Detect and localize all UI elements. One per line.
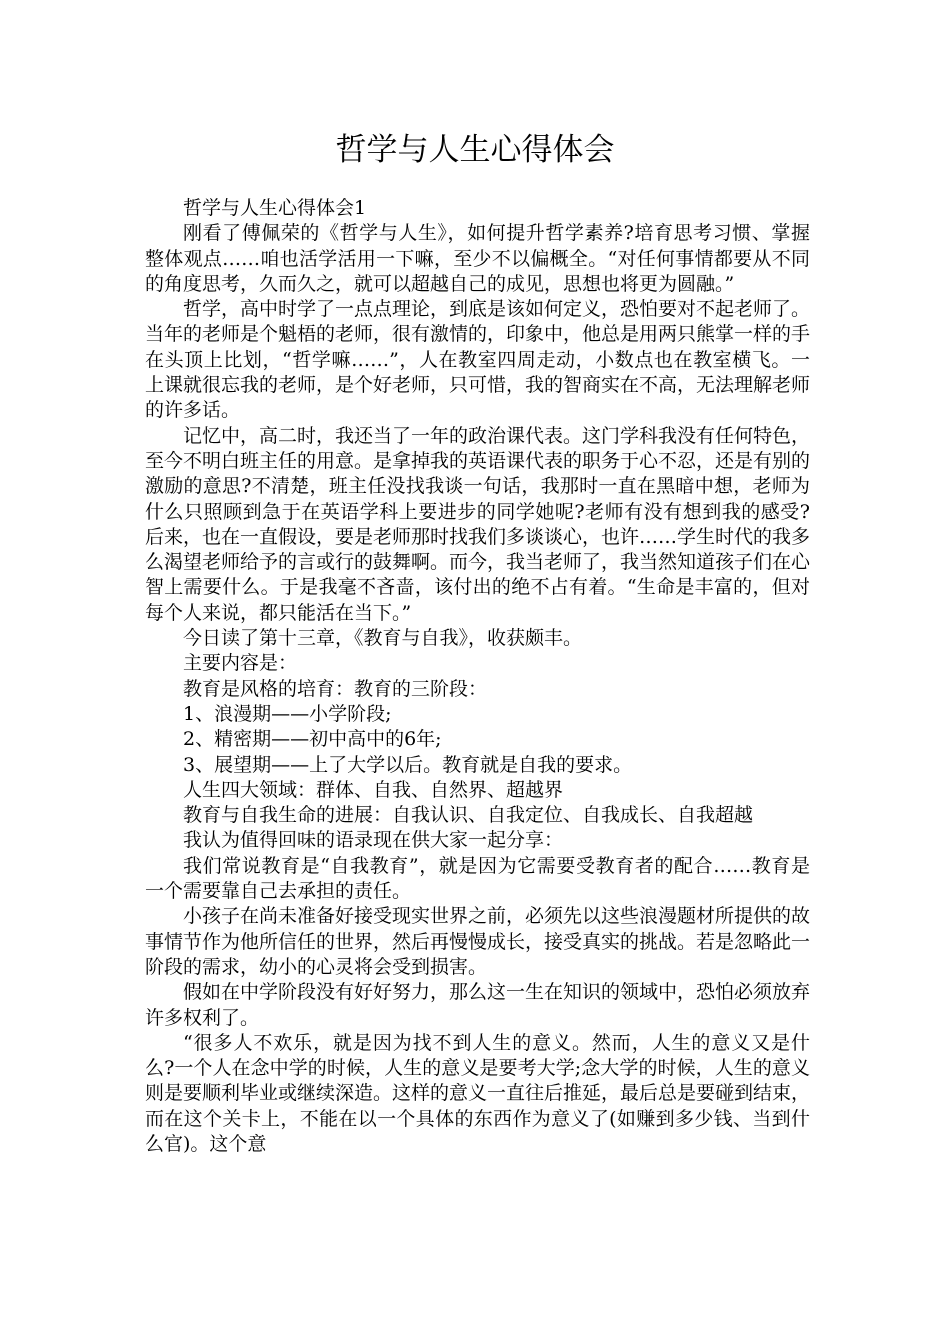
list-item: 3、展望期——上了大学以后。教育就是自我的要求。 [183,753,633,776]
paragraph-heading: 哲学与人生心得体会1 [183,197,367,219]
list-item: 2、精密期——初中高中的6年; [183,728,442,751]
paragraph: 今日读了第十三章，《教育与自我》，收获颇丰。 [183,627,583,650]
paragraph: 我认为值得回味的语录现在供大家一起分享： [183,829,564,852]
document-title: 哲学与人生心得体会 [335,132,615,168]
paragraph: 小孩子在尚未准备好接受现实世界之前，必须先以这些浪漫题材所提供的故事情节作为他所信任的世界，然后再慢慢成长，接受真实的挑战。若是忽略此一阶段的需求，幼小的心灵将会受到损害。 [145,905,811,978]
paragraph: 人生四大领域：群体、自我、自然界、超越界 [183,778,564,801]
paragraph: 哲学，高中时学了一点点理论，到底是该如何定义，恐怕要对不起老师了。当年的老师是个魁梧的老师，很有激情的，印象中，他总是用两只熊掌一样的手在头顶上比划，“哲学嘛……”，人在教室四周走动，小数点也在教室横飞。一上课就很忘我的老师，是个好老师，只可惜，我的智商实在不高，无法理解老师的许多话。 [145,298,811,422]
paragraph: 我们常说教育是“自我教育”，就是因为它需要受教育者的配合……教育是一个需要靠自己去承担的责任。 [145,854,810,903]
paragraph: “很多人不欢乐，就是因为找不到人生的意义。然而，人生的意义又是什么?一个人在念中学的时候，人生的意义是要考大学;念大学的时候，人生的意义则是要顺利毕业或继续深造。这样的意义一直往后推延，最后总是要碰到结束，而在这个关卡上，不能在以一个具体的东西作为意义了(如赚到多少钱、当到什么官)。这个意 [145,1031,811,1155]
paragraph: 记忆中，高二时，我还当了一年的政治课代表。这门学科我没有任何特色，至今不明白班主任的用意。是拿掉我的英语课代表的职务于心不忍，还是有别的激励的意思?不清楚，班主任没找我谈一句话，我那时一直在黑暗中想，老师为什么只照顾到急于在英语学科上要进步的同学她呢?老师有没有想到我的感受?后来，也在一直假设，要是老师那时找我们多谈谈心，也许……学生时代的我多么渴望老师给予的言或行的鼓舞啊。而今，我当老师了，我当然知道孩子们在心智上需要什么。于是我毫不吝啬，该付出的绝不占有着。“生命是丰富的，但对每个人来说，都只能活在当下。” [145,424,811,624]
paragraph: 教育与自我生命的进展：自我认识、自我定位、自我成长、自我超越 [183,804,754,827]
paragraph: 主要内容是： [183,652,298,675]
list-item: 1、浪漫期——小学阶段; [183,702,392,725]
paragraph: 刚看了傅佩荣的《哲学与人生》，如何提升哲学素养?培育思考习惯、掌握整体观点……咱也活学活用一下嘛，至少不以偏概全。“对任何事情都要从不同的角度思考，久而久之，就可以超越自己的成见，思想也将更为圆融。” [145,222,810,295]
paragraph: 教育是风格的培育：教育的三阶段： [183,677,488,700]
document-body [145,196,810,1157]
paragraph: 假如在中学阶段没有好好努力，那么这一生在知识的领域中，恐怕必须放弃许多权利了。 [145,981,811,1029]
